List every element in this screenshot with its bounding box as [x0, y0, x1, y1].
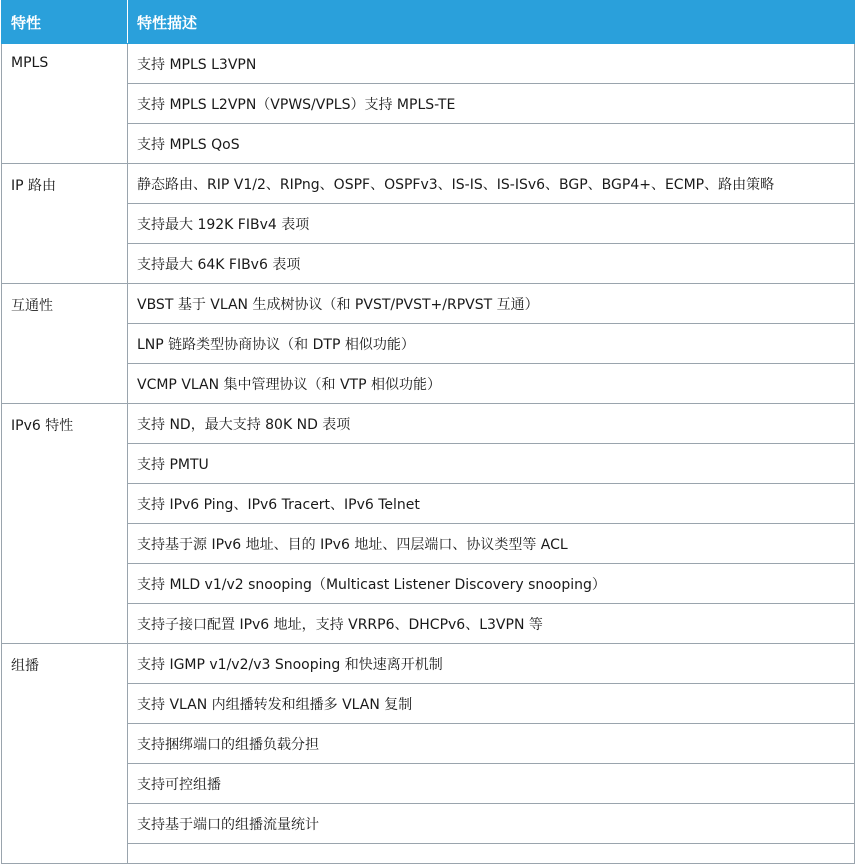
description-cell: 支持 MLD v1/v2 snooping（Multicast Listener Discovery snooping） — [128, 564, 855, 604]
description-cell: 支持 IPv6 Ping、IPv6 Tracert、IPv6 Telnet — [128, 484, 855, 524]
table-row — [2, 644, 855, 684]
description-cell: 支持基于端口的组播流量统计 — [128, 804, 855, 844]
header-row — [2, 1, 855, 44]
description-cell: 支持最大 192K FIBv4 表项 — [128, 204, 855, 244]
table-row — [2, 364, 855, 404]
table-row — [2, 404, 855, 444]
description-cell: 支持 MPLS L3VPN — [128, 44, 855, 84]
table-row — [2, 724, 855, 764]
feature-cell-multicast: 组播 — [2, 644, 128, 864]
header-description: 特性描述 — [128, 1, 855, 44]
table-row — [2, 764, 855, 804]
description-cell: 支持基于源 IPv6 地址、目的 IPv6 地址、四层端口、协议类型等 ACL — [128, 524, 855, 564]
table-row — [2, 244, 855, 284]
table-row — [2, 524, 855, 564]
table-row — [2, 84, 855, 124]
table-row — [2, 444, 855, 484]
description-cell: 支持 MPLS QoS — [128, 124, 855, 164]
table-row — [2, 564, 855, 604]
table-row — [2, 164, 855, 204]
feature-cell-interoperability: 互通性 — [2, 284, 128, 404]
table-row — [2, 324, 855, 364]
feature-cell-mpls: MPLS — [2, 44, 128, 164]
description-cell: 支持 ND，最大支持 80K ND 表项 — [128, 404, 855, 444]
description-cell: VBST 基于 VLAN 生成树协议（和 PVST/PVST+/RPVST 互通） — [128, 284, 855, 324]
description-cell — [128, 844, 855, 864]
description-cell: 支持 VLAN 内组播转发和组播多 VLAN 复制 — [128, 684, 855, 724]
table-row — [2, 44, 855, 84]
table-row — [2, 124, 855, 164]
table-row — [2, 684, 855, 724]
feature-cell-ip-routing: IP 路由 — [2, 164, 128, 284]
description-cell: 支持子接口配置 IPv6 地址，支持 VRRP6、DHCPv6、L3VPN 等 — [128, 604, 855, 644]
description-cell: 支持可控组播 — [128, 764, 855, 804]
feature-table — [1, 0, 855, 864]
feature-cell-ipv6: IPv6 特性 — [2, 404, 128, 644]
description-cell: 支持最大 64K FIBv6 表项 — [128, 244, 855, 284]
table-row — [2, 804, 855, 844]
table-row — [2, 604, 855, 644]
table-row — [2, 204, 855, 244]
description-cell: 静态路由、RIP V1/2、RIPng、OSPF、OSPFv3、IS-IS、IS-ISv6、BGP、BGP4+、ECMP、路由策略 — [128, 164, 855, 204]
description-cell: 支持捆绑端口的组播负载分担 — [128, 724, 855, 764]
description-cell: VCMP VLAN 集中管理协议（和 VTP 相似功能） — [128, 364, 855, 404]
table-row — [2, 844, 855, 864]
table-row — [2, 484, 855, 524]
header-feature: 特性 — [2, 1, 128, 44]
description-cell: 支持 IGMP v1/v2/v3 Snooping 和快速离开机制 — [128, 644, 855, 684]
description-cell: 支持 MPLS L2VPN（VPWS/VPLS）支持 MPLS-TE — [128, 84, 855, 124]
description-cell: LNP 链路类型协商协议（和 DTP 相似功能） — [128, 324, 855, 364]
description-cell: 支持 PMTU — [128, 444, 855, 484]
table-row — [2, 284, 855, 324]
